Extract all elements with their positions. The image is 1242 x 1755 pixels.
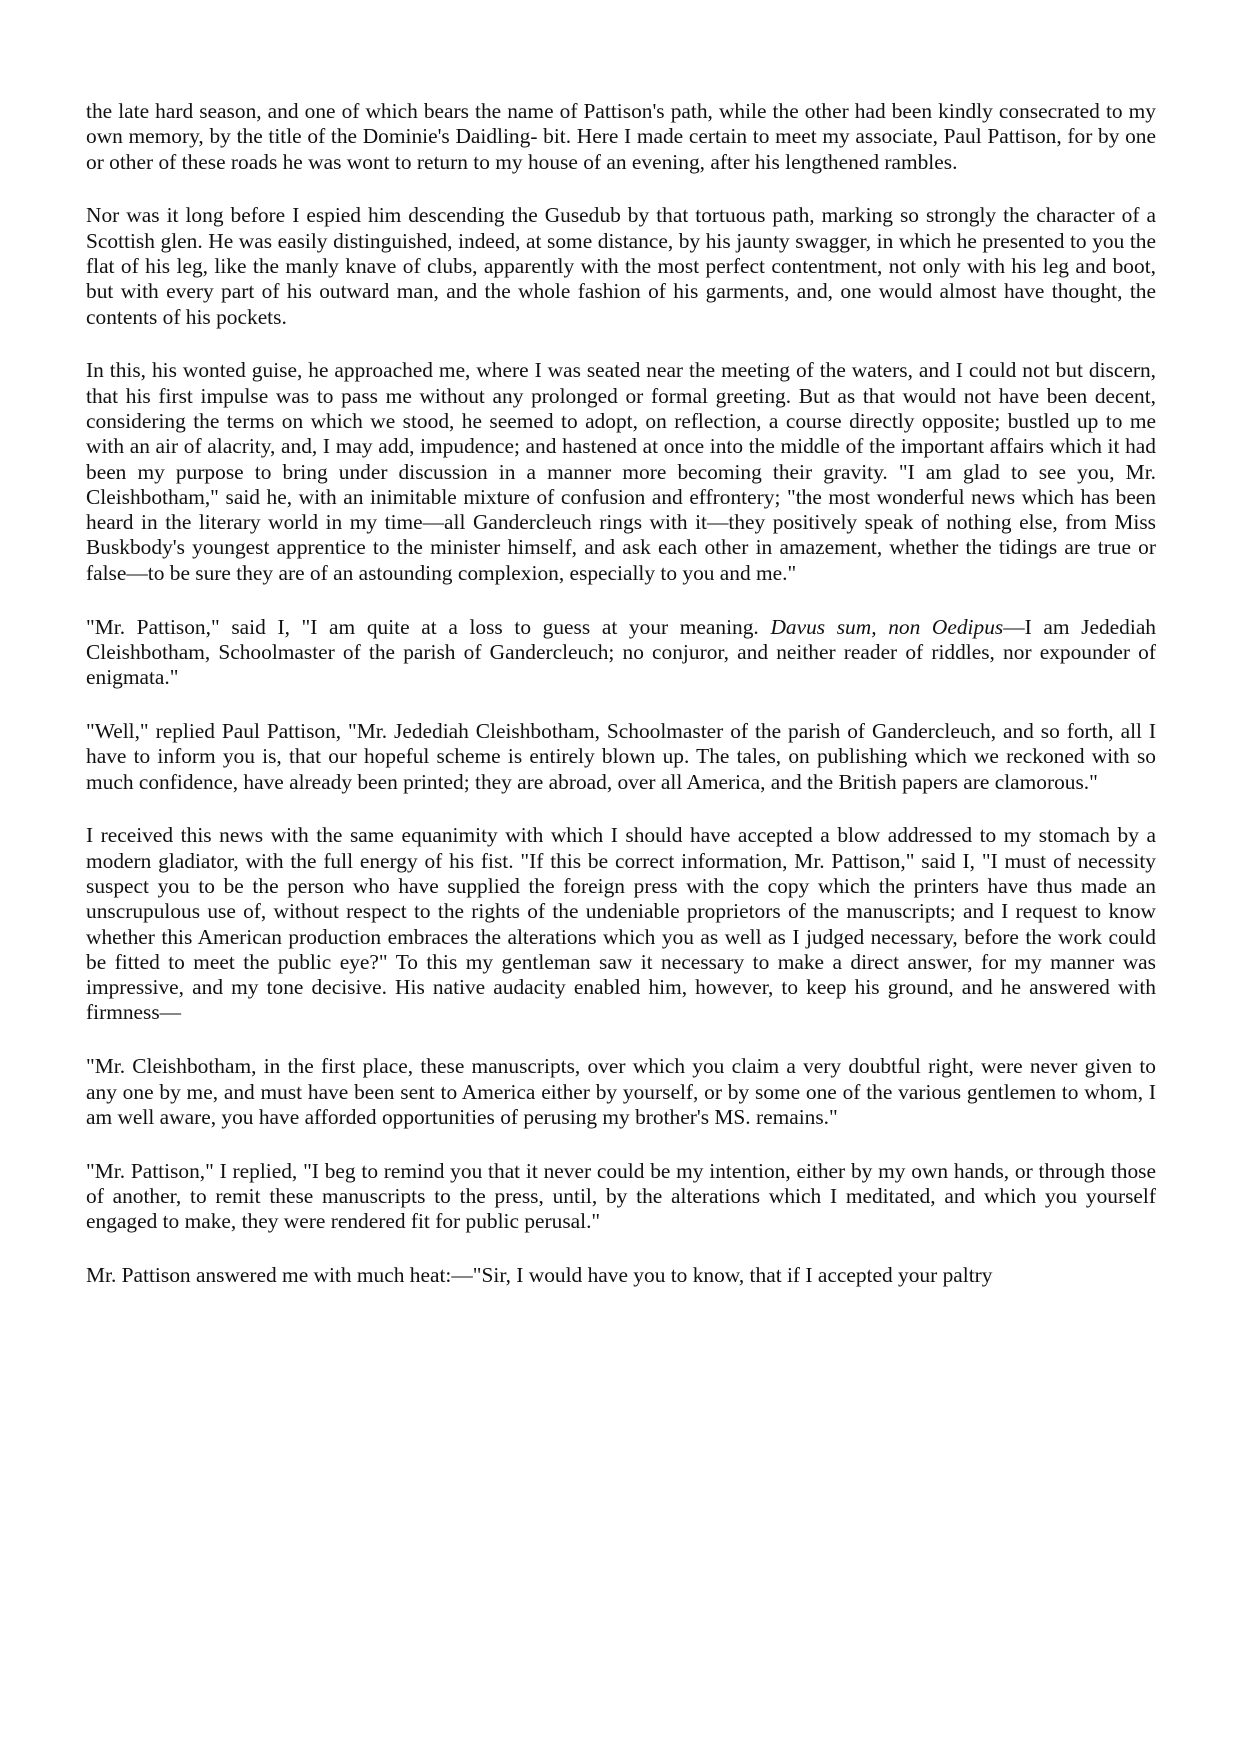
paragraph-text-before: "Mr. Pattison," said I, "I am quite at a loss to guess at your meaning.	[86, 614, 771, 639]
paragraph-text: Mr. Pattison answered me with much heat:—"Sir, I would have you to know, that if I accepted your paltry	[86, 1262, 993, 1287]
paragraph-7	[86, 1054, 1156, 1130]
latin-quote: Davus sum, non Oedipus	[770, 614, 1004, 639]
paragraph-5	[86, 719, 1156, 795]
paragraph-text: Nor was it long before I espied him descending the Gusedub by that tortuous path, marking so strongly the character of a Scottish glen. He was easily distinguished, indeed, at some distance, by his jaunty swagger, in which he presented to you the flat of his leg, like the manly knave of clubs, apparently with the most perfect contentment, not only with his leg and boot, but with every part of his outward man, and the whole fashion of his garments, and, one would almost have thought, the contents of his pockets.	[86, 203, 1156, 329]
paragraph-4	[86, 615, 1156, 691]
paragraph-text: "Mr. Cleishbotham, in the first place, these manuscripts, over which you claim a very doubtful right, were never given to any one by me, and must have been sent to America either by yourself, or by some one of the various gentlemen to whom, I am well aware, you have afforded opportunities of perusing my brother's MS. remains."	[86, 1054, 1156, 1129]
document-page	[86, 99, 1156, 1317]
paragraph-2	[86, 203, 1156, 329]
paragraph-9	[86, 1263, 1156, 1288]
paragraph-text: the late hard season, and one of which bears the name of Pattison's path, while the other had been kindly consecrated to my own memory, by the title of the Dominie's Daidling- bit. Here I made certain to meet my associate, Paul Pattison, for by one or other of these roads he was wont to return to my house of an evening, after his lengthened rambles.	[86, 99, 1156, 174]
paragraph-3	[86, 358, 1156, 586]
paragraph-text-after: —I am Jedediah Cleishbotham, Schoolmaster of the parish of Gandercleuch; no conjuror, and neither reader of riddles, nor expounder of enigmata."	[86, 614, 1157, 690]
paragraph-text: "Mr. Pattison," I replied, "I beg to remind you that it never could be my intention, either by my own hands, or through those of another, to remit these manuscripts to the press, until, by the alterations which I meditated, and which you yourself engaged to make, they were rendered fit for public perusal."	[86, 1158, 1156, 1234]
paragraph-text: "Well," replied Paul Pattison, "Mr. Jedediah Cleishbotham, Schoolmaster of the parish of Gandercleuch, and so forth, all I have to inform you is, that our hopeful scheme is entirely blown up. The tales, on publishing which we reckoned with so much confidence, have already been printed; they are abroad, over all America, and the British papers are clamorous."	[86, 718, 1156, 794]
paragraph-8	[86, 1159, 1156, 1235]
paragraph-text: I received this news with the same equanimity with which I should have accepted a blow addressed to my stomach by a modern gladiator, with the full energy of his fist. "If this be correct information, Mr. Pattison," said I, "I must of necessity suspect you to be the person who have supplied the foreign press with the copy which the printers have thus made an unscrupulous use of, without respect to the rights of the undeniable proprietors of the manuscripts; and I request to know whether this American production embraces the alterations which you as well as I judged necessary, before the work could be fitted to meet the public eye?" To this my gentleman saw it necessary to make a direct answer, for my manner was impressive, and my tone decisive. His native audacity enabled him, however, to keep his ground, and he answered with firmness—	[86, 823, 1156, 1025]
paragraph-1	[86, 99, 1156, 175]
paragraph-text: In this, his wonted guise, he approached me, where I was seated near the meeting of the waters, and I could not but discern, that his first impulse was to pass me without any prolonged or formal greeting. But as that would not have been decent, considering the terms on which we stood, he seemed to adopt, on reflection, a course directly opposite; bustled up to me with an air of alacrity, and, I may add, impudence; and hastened at once into the middle of the important affairs which it had been my purpose to bring under discussion in a manner more becoming their gravity. "I am glad to see you, Mr. Cleishbotham," said he, with an inimitable mixture of confusion and effrontery; "the most wonderful news which has been heard in the literary world in my time—all Gandercleuch rings with it—they positively speak of nothing else, from Miss Buskbody's youngest apprentice to the minister himself, and ask each other in amazement, whether the tidings are true or false—to be sure they are of an astounding complexion, especially to you and me."	[86, 358, 1156, 585]
paragraph-6	[86, 823, 1156, 1025]
